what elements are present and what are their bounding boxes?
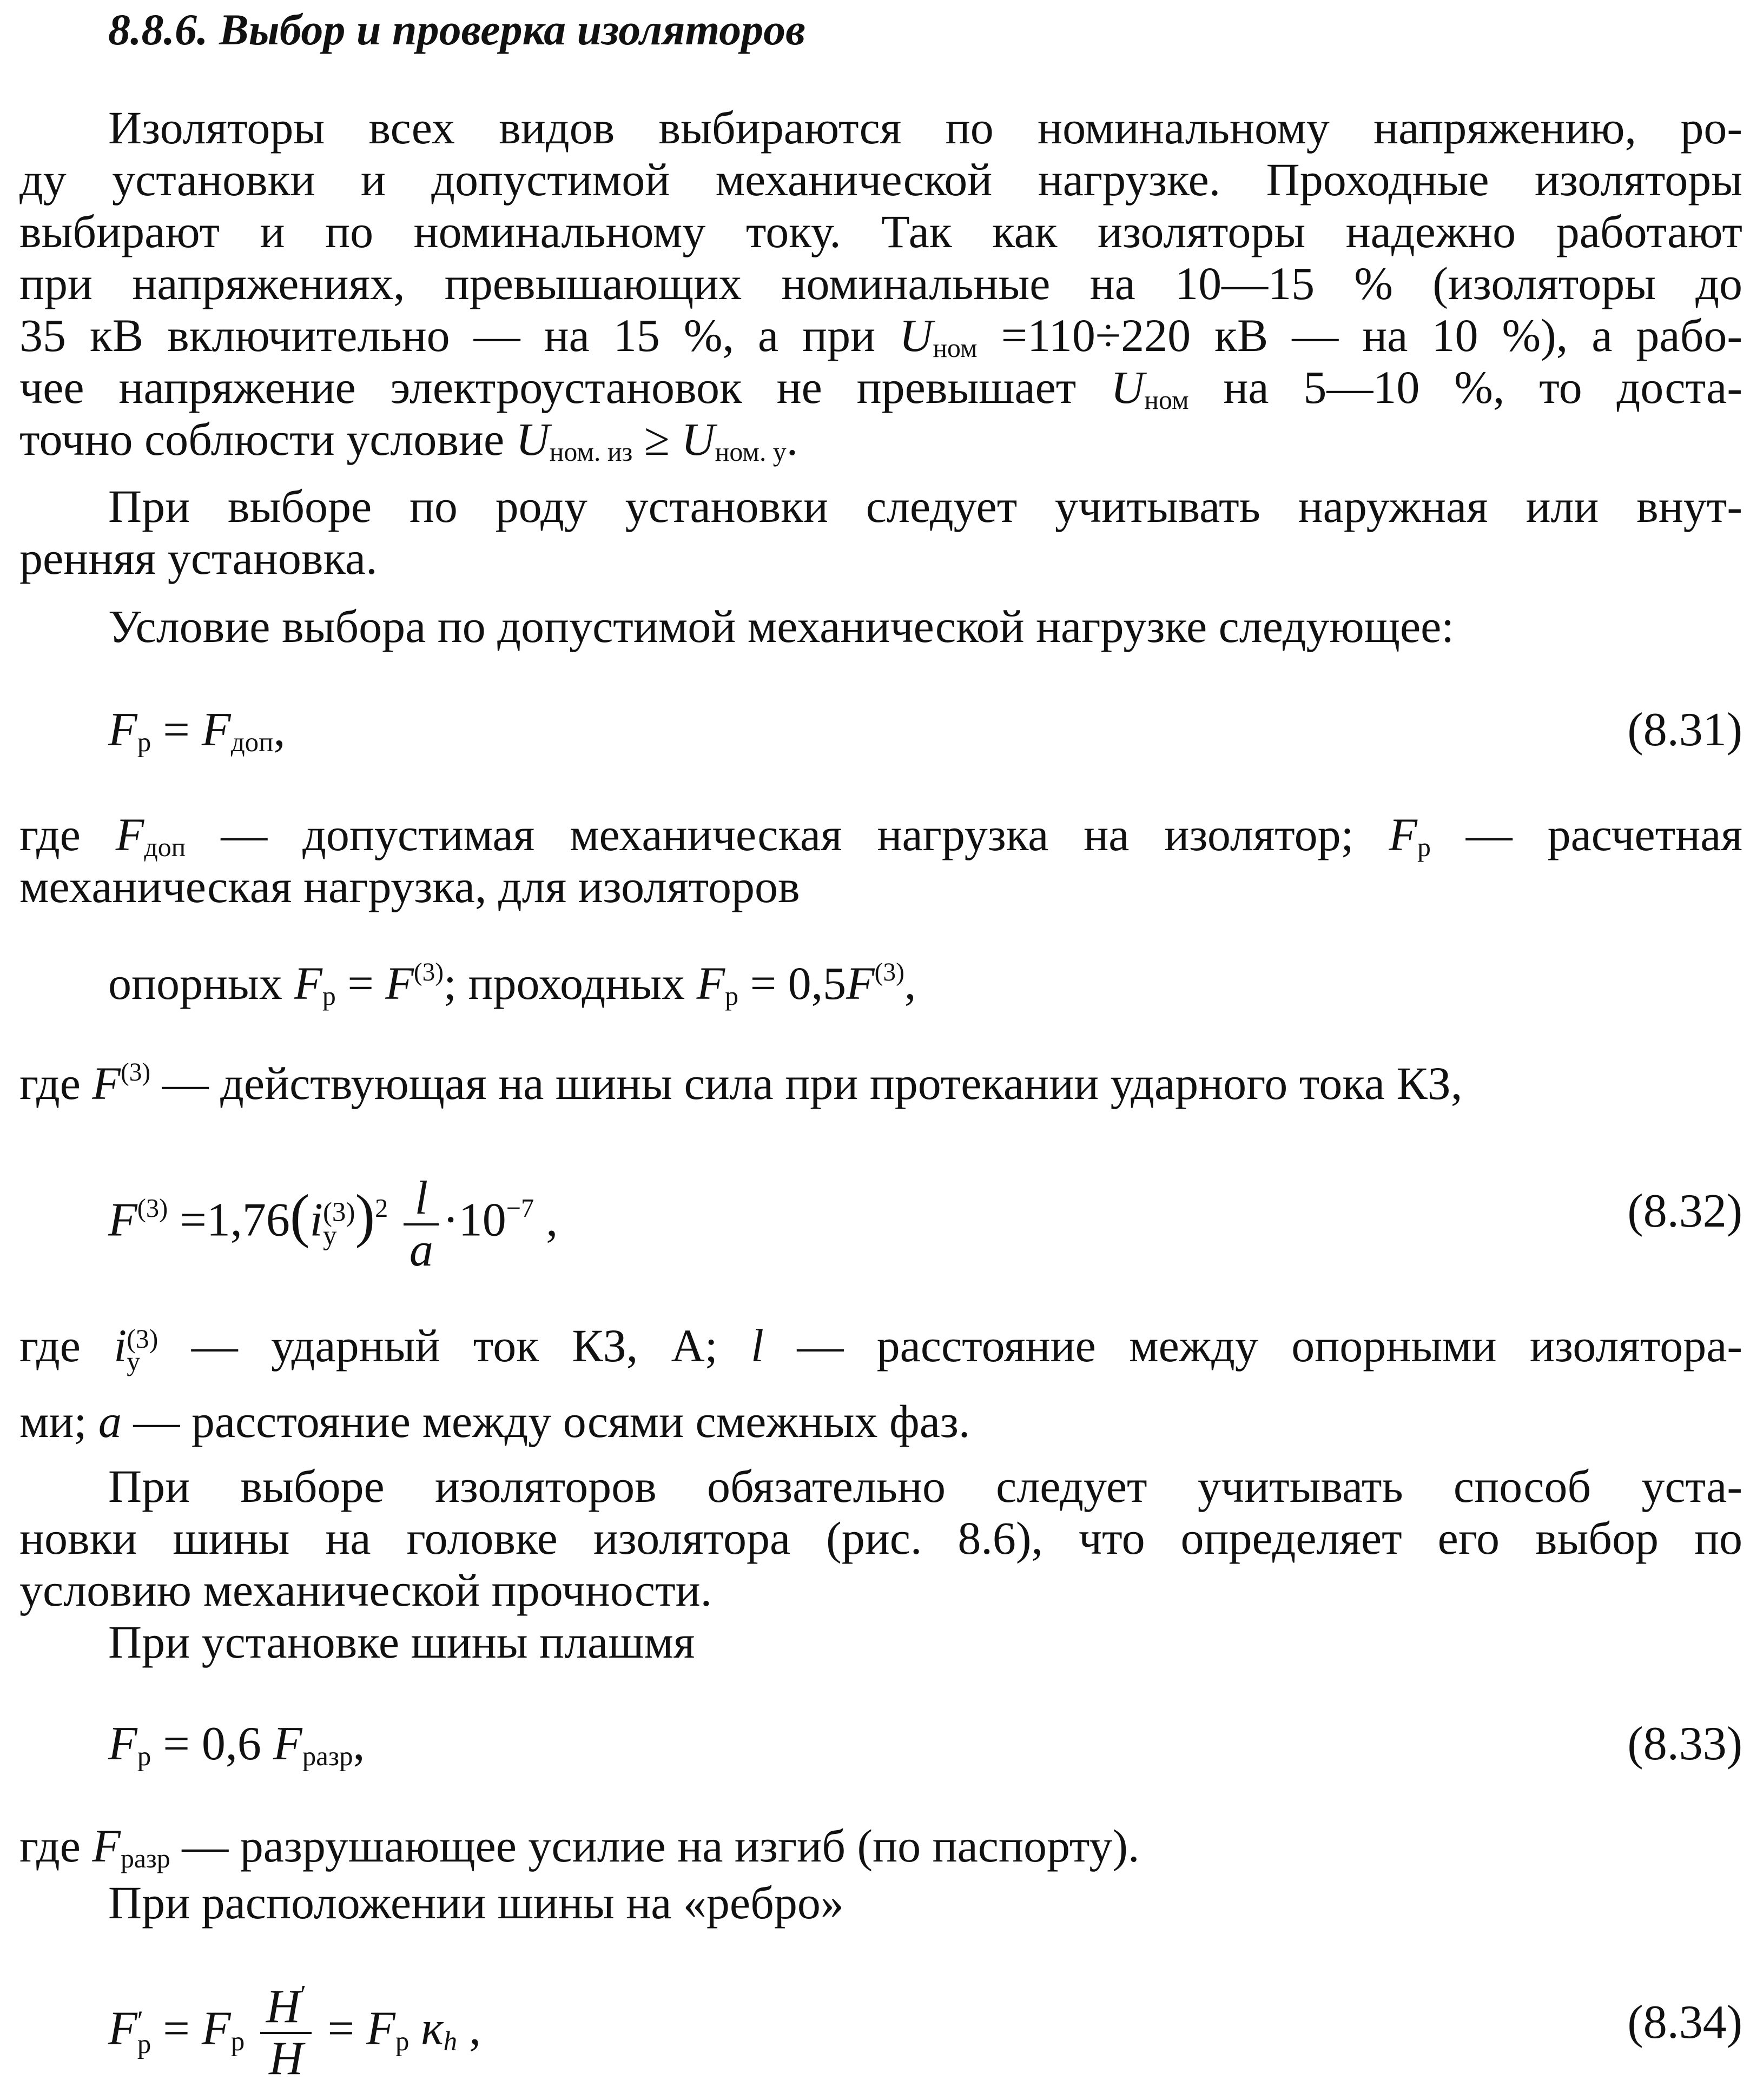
text-line: выбирают и по номинальному току. Так как изоляторы надежно работают: [19, 206, 1742, 257]
equation-number: (8.32): [1627, 1185, 1742, 1237]
text-line: ренняя установка.: [19, 532, 378, 584]
equation-8-31: $F_р = F_{доп}$, (8.31): [108, 700, 1742, 760]
text-line: ду установки и допустимой механической нагрузке. Проходные изоляторы: [19, 154, 1742, 206]
equation-number: (8.34): [1627, 1996, 1742, 2049]
text-line: 35 кВ включительно — на 15 %, а при $U_{ном} =110\div 220$ кВ — на 10 %), а рабо-: [19, 309, 1742, 363]
text-line: При выборе по роду установки следует учитывать наружная или внут-: [108, 480, 1742, 532]
section-heading: 8.8.6. Выбор и проверка изоляторов: [108, 5, 805, 54]
text-line: где $F_{доп}$ — допустимая механическая нагрузка на изолятор; $F_р$ — расчетная: [19, 809, 1742, 862]
text-line: чее напряжение электроустановок не превышает $U_{ном}$ на 5—10 %, то доста-: [19, 361, 1742, 415]
equation-8-33: $F_р = 0,6$ $F_{разр}$, (8.33): [108, 1714, 1742, 1774]
text-line: Условие выбора по допустимой механической нагрузке следующее:: [108, 600, 1455, 652]
text-line: При расположении шины на «ребро»: [108, 1877, 844, 1929]
text-line: при напряжениях, превышающих номинальные на 10—15 % (изоляторы до: [19, 257, 1742, 309]
text-line: опорных $F_р = F^{(3)}$; проходных $F_р = 0,5F^{(3)}$,: [108, 957, 916, 1011]
text-line: ми; a — расстояние между осями смежных фаз.: [19, 1395, 970, 1447]
text-line: Изоляторы всех видов выбираются по номинальному напряжению, ро-: [108, 102, 1742, 154]
text-line: где i (3) у — ударный ток КЗ, А; l — расстояние между опорными изолятора-: [19, 1320, 1742, 1377]
text-line: условию механической прочности.: [19, 1564, 712, 1616]
text-line: новки шины на головке изолятора (рис. 8.6), что определяет его выбор по: [19, 1512, 1742, 1564]
fraction-h-prime-over-h: $\frac{H'}{H}$: [260, 1982, 312, 2084]
text-line: где $F_{разр}$ — разрушающее усилие на изгиб (по паспорту).: [19, 1820, 1140, 1873]
text-line: При установке шины плашмя: [108, 1616, 695, 1668]
text-line: точно соблюсти условие $U_{ном. из} \ge U_{ном. у}$.: [19, 413, 798, 467]
text-line: При выборе изоляторов обязательно следует учитывать способ уста-: [108, 1460, 1742, 1512]
equation-8-32: $F^{(3)} =1,76(i$ (3) у )$^2$ $\frac{l}{a}$ $\cdot 10^{-7}$ , (8.32): [108, 1172, 1742, 1277]
fraction-l-over-a: $\frac{l}{a}$: [404, 1174, 439, 1276]
text-line: где $F^{(3)}$ — действующая на шины сила при протекании ударного тока КЗ,: [19, 1057, 1463, 1109]
equation-number: (8.33): [1627, 1718, 1742, 1770]
equation-8-34: F ′ р = $F_р$ $\frac{H'}{H}$ = $F_р$ $к_h$ , (8.34): [108, 1980, 1742, 2085]
equation-number: (8.31): [1627, 704, 1742, 756]
text-line: механическая нагрузка, для изоляторов: [19, 860, 800, 912]
